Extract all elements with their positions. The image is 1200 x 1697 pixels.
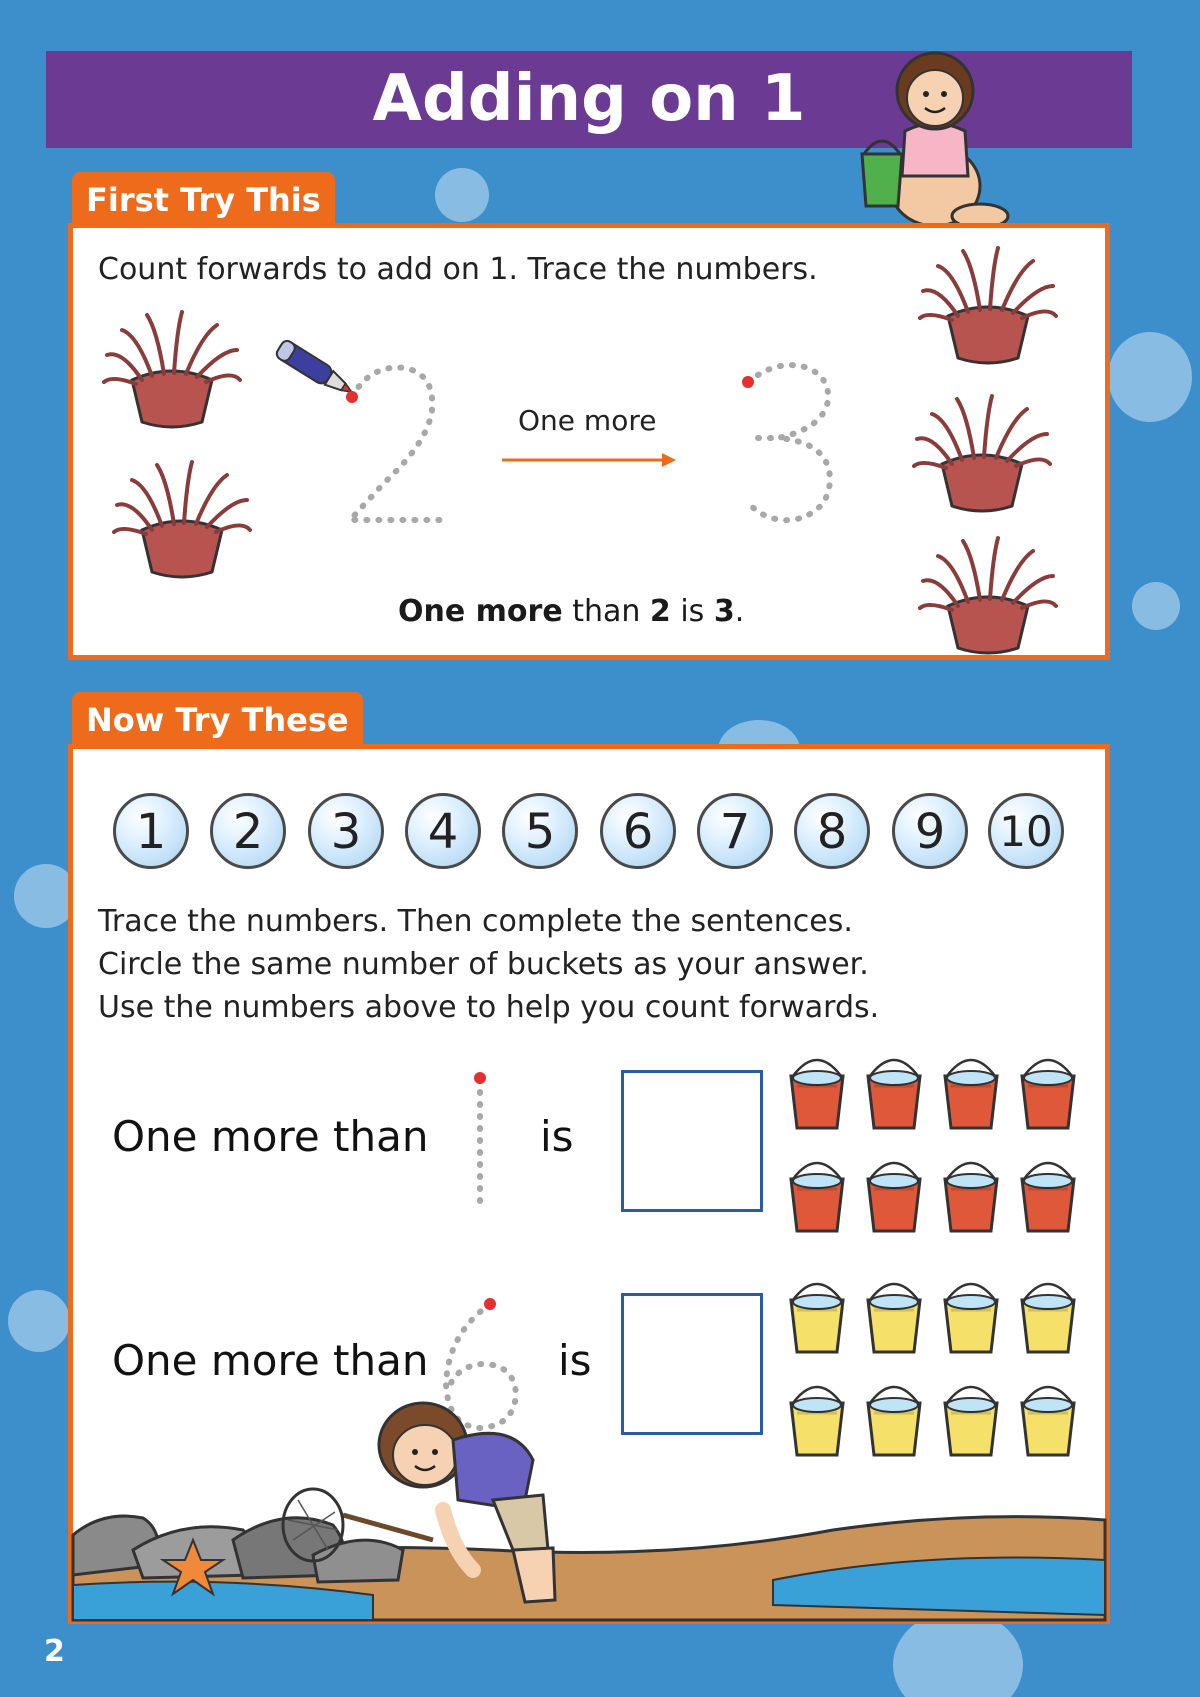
tracing-number-1	[466, 1068, 496, 1208]
question-2-is: is	[558, 1336, 592, 1385]
bucket-icon[interactable]	[864, 1276, 924, 1356]
bucket-icon[interactable]	[1018, 1155, 1078, 1235]
bucket-icon[interactable]	[787, 1155, 847, 1235]
bucket-icon[interactable]	[1018, 1276, 1078, 1356]
tracing-number-2	[340, 362, 450, 532]
bubble	[1108, 332, 1192, 422]
arrow-right-icon	[500, 450, 680, 470]
question-1-is: is	[540, 1112, 574, 1161]
one-more-label: One more	[518, 404, 657, 437]
summary-n1: 2	[649, 594, 671, 629]
second-instruction-3: Use the numbers above to help you count forwards.	[98, 990, 880, 1025]
number-ball: 4	[405, 793, 481, 869]
second-instruction-2: Circle the same number of buckets as your answer.	[98, 947, 869, 982]
sea-anemone-icon	[112, 460, 252, 580]
bucket-icon[interactable]	[941, 1276, 1001, 1356]
first-summary	[398, 594, 744, 629]
number-ball: 2	[210, 793, 286, 869]
sea-anemone-icon	[918, 246, 1058, 366]
summary-n2: 3	[713, 594, 735, 629]
number-ball: 6	[600, 793, 676, 869]
tracing-number-3	[738, 360, 848, 530]
bucket-icon[interactable]	[787, 1276, 847, 1356]
answer-box-1[interactable]	[621, 1070, 763, 1212]
summary-bold: One more	[398, 594, 563, 629]
sea-anemone-icon	[102, 310, 242, 430]
number-ball: 1	[113, 793, 189, 869]
beach-scene	[73, 1400, 1105, 1620]
page-number: 2	[44, 1634, 65, 1669]
bucket-icon[interactable]	[941, 1155, 1001, 1235]
bubble	[1132, 582, 1180, 630]
bubble	[8, 1290, 70, 1352]
page-title: Adding on 1	[372, 62, 806, 136]
girl-with-bucket-icon	[850, 36, 1030, 236]
number-ball: 8	[794, 793, 870, 869]
bucket-icon[interactable]	[864, 1155, 924, 1235]
number-ball: 9	[892, 793, 968, 869]
second-instruction-1: Trace the numbers. Then complete the sentences.	[98, 904, 853, 939]
first-instruction: Count forwards to add on 1. Trace the numbers.	[98, 252, 818, 287]
bucket-icon[interactable]	[1018, 1052, 1078, 1132]
tab-first-try-this: First Try This	[72, 172, 335, 228]
sea-anemone-icon	[918, 536, 1058, 656]
question-1-prefix: One more than	[112, 1112, 429, 1161]
bubble	[435, 168, 489, 222]
number-ball: 3	[308, 793, 384, 869]
number-ball: 5	[502, 793, 578, 869]
tab-now-try-these: Now Try These	[72, 692, 363, 748]
bucket-icon[interactable]	[787, 1052, 847, 1132]
sea-anemone-icon	[912, 394, 1052, 514]
number-ball: 10	[988, 793, 1064, 869]
summary-end: .	[734, 594, 745, 629]
number-ball: 7	[697, 793, 773, 869]
summary-than: than	[562, 594, 650, 629]
bucket-icon[interactable]	[941, 1052, 1001, 1132]
bucket-icon[interactable]	[864, 1052, 924, 1132]
summary-is: is	[670, 594, 714, 629]
question-2-prefix: One more than	[112, 1336, 429, 1385]
